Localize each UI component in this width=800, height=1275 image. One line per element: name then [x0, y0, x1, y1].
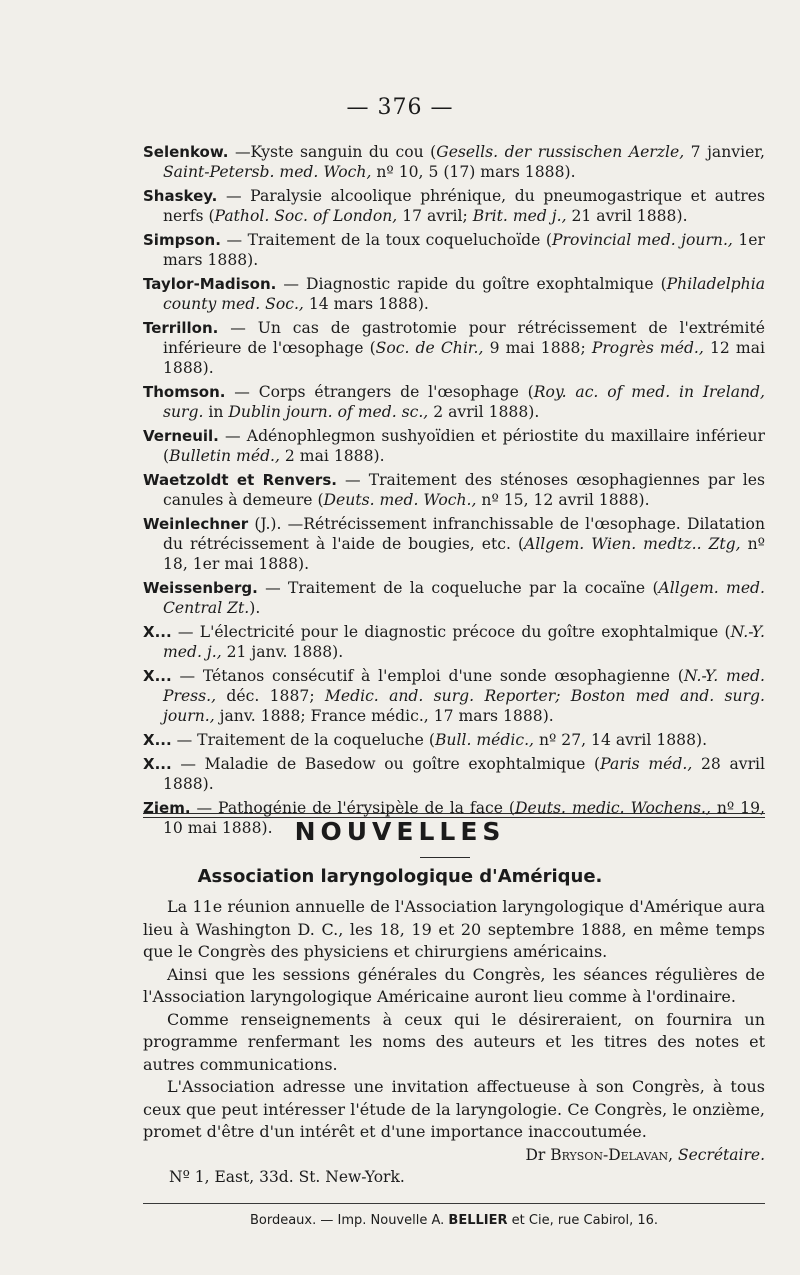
reference-text: 2 avril 1888). [428, 403, 540, 421]
reference-entry [143, 274, 765, 314]
reference-text: —Kyste sanguin du cou ( [228, 143, 437, 161]
reference-author: Thomson. [143, 383, 226, 401]
signature [143, 1144, 765, 1166]
news-body [143, 896, 765, 1188]
reference-text: 14 mars 1888). [303, 295, 429, 313]
reference-text: 28 avril 1888). [163, 755, 766, 793]
reference-text: nº 18, 1er mai 1888). [163, 535, 765, 573]
reference-source: Roy. ac. of med. in Ireland, surg. [163, 383, 765, 421]
title-underline [420, 857, 470, 858]
signature-role: Secrétaire. [673, 1145, 765, 1164]
reference-entry [143, 622, 765, 662]
reference-author: Weissenberg. [143, 579, 258, 597]
reference-source: Progrès méd., [591, 339, 704, 357]
reference-text: 12 mai 1888). [163, 339, 765, 377]
reference-text: — Un cas de gastrotomie pour rétrécissement de l'extrémité inférieure de l'œsophage ( [163, 319, 765, 357]
reference-author: Shaskey. [143, 187, 218, 205]
reference-source: Deuts. med. Woch., [323, 491, 477, 509]
reference-text: (J.). —Rétrécissement infranchissable de l'œsophage. Dilatation du rétrécissement à l'aide de bougies, etc. ( [163, 515, 765, 553]
reference-text: — Diagnostic rapide du goître exophtalmique ( [276, 275, 667, 293]
reference-text: 17 avril; [397, 207, 473, 225]
reference-text: — Tétanos consécutif à l'emploi d'une sonde œsophagienne ( [171, 667, 684, 685]
reference-text: 21 janv. 1888). [221, 643, 344, 661]
reference-author: Selenkow. [143, 143, 229, 161]
imprint-rest: et Cie, rue Cabirol, 16. [507, 1213, 659, 1228]
reference-author: X... [143, 623, 172, 641]
printer-imprint [143, 1213, 765, 1228]
reference-source: Brit. med j., [472, 207, 567, 225]
page-number: — 376 — [346, 95, 454, 120]
reference-entry [143, 382, 765, 422]
reference-source: Provincial med. journ., [552, 231, 733, 249]
reference-source: Bull. médic., [434, 731, 534, 749]
reference-text: nº 10, 5 (17) mars 1888). [371, 163, 576, 181]
reference-text: in [203, 403, 229, 421]
reference-entry [143, 730, 765, 750]
news-paragraph: Ainsi que les sessions générales du Congrès, les séances régulières de l'Association laryngologique Américaine auront lieu comme à l'ordinaire. [143, 964, 765, 1006]
reference-author: X... [143, 667, 172, 685]
reference-text: nº 27, 14 avril 1888). [534, 731, 708, 749]
reference-source: N.-Y. med. Press., [163, 667, 766, 705]
reference-text: — Pathogénie de l'érysipèle de la face ( [190, 799, 515, 817]
reference-source: Soc. de Chir., [375, 339, 484, 357]
reference-author: Ziem. [143, 799, 191, 817]
reference-text: janv. 1888; France médic., 17 mars 1888). [214, 707, 554, 725]
reference-author: X... [143, 731, 172, 749]
reference-entry [143, 318, 765, 378]
reference-text: 21 avril 1888). [566, 207, 688, 225]
reference-entry [143, 142, 765, 182]
reference-text: 9 mai 1888; [483, 339, 592, 357]
reference-source: Allgem. Wien. medtz.. Ztg, [524, 535, 741, 553]
reference-source: Philadelphia county med. Soc., [163, 275, 765, 313]
reference-text: nº 15, 12 avril 1888). [476, 491, 650, 509]
reference-source: Medic. and. surg. Reporter; Boston med and. surg. journ., [163, 687, 765, 725]
reference-text: — Corps étrangers de l'œsophage ( [225, 383, 534, 401]
reference-text: nº 19, 10 mai 1888). [163, 799, 765, 837]
reference-source: Paris méd., [600, 755, 693, 773]
reference-source: Allgem. med. Central Zt. [163, 579, 765, 617]
reference-text: — L'électricité pour le diagnostic précoce du goître exophtalmique ( [171, 623, 731, 641]
signature-title: Dr [525, 1145, 551, 1164]
reference-text: 7 janvier, [684, 143, 765, 161]
news-paragraph: Comme renseignements à ceux qui le désireraient, on fournira un programme renfermant les noms des auteurs et les titres des notes et autres communications. [143, 1009, 765, 1074]
reference-entry [143, 426, 765, 466]
reference-source: Pathol. Soc. of London, [214, 207, 398, 225]
reference-author: Weinlechner [143, 515, 249, 533]
reference-text: — Traitement de la toux coqueluchoïde ( [220, 231, 552, 249]
reference-text: déc. 1887; [216, 687, 325, 705]
reference-entry [143, 666, 765, 726]
news-paragraph: L'Association adresse une invitation affectueuse à son Congrès, à tous ceux que peut intéresser l'étude de la laryngologie. Ce Congrès, le onzième, promet d'être d'un intérêt et d'une importance inaccoutumée. [143, 1077, 765, 1141]
reference-text: ). [249, 599, 261, 617]
reference-author: X... [143, 755, 172, 773]
reference-source: N.-Y. med. j., [163, 623, 765, 661]
reference-text: — Traitement de la coqueluche par la cocaïne ( [257, 579, 659, 597]
reference-source: Deuts. medic. Wochens., [515, 799, 711, 817]
reference-source: Gesells. der russischen Aerzle, [436, 143, 685, 161]
reference-author: Simpson. [143, 231, 221, 249]
reference-text: — Maladie de Basedow ou goître exophtalmique ( [171, 755, 601, 773]
section-title: NOUVELLES [294, 817, 506, 846]
signature-name: Bryson-Delavan, [550, 1145, 674, 1164]
reference-text: 2 mai 1888). [279, 447, 385, 465]
reference-text: — Traitement des sténoses œsophagiennes par les canules à demeure ( [163, 471, 765, 509]
address: Nº 1, East, 33d. St. New-York. [169, 1167, 405, 1186]
news-paragraph: La 11e réunion annuelle de l'Association laryngologique d'Amérique aura lieu à Washington D. C., les 18, 19 et 20 septembre 1888, en même temps que le Congrès des physiciens et chirurgiens américains. [143, 897, 765, 961]
imprint-printer: BELLIER [448, 1213, 508, 1228]
reference-author: Verneuil. [143, 427, 219, 445]
reference-source: Dublin journ. of med. sc., [228, 403, 429, 421]
news-subtitle: Association laryngologique d'Amérique. [197, 866, 603, 887]
reference-entry [143, 514, 765, 574]
reference-author: Terrillon. [143, 319, 219, 337]
reference-entry [143, 230, 765, 270]
bibliography-list [143, 142, 765, 842]
reference-entry [143, 186, 765, 226]
reference-source: Saint-Petersb. med. Woch, [163, 163, 372, 181]
reference-entry [143, 470, 765, 510]
reference-text: — Adénophlegmon sushyoïdien et périostite du maxillaire inférieur ( [163, 427, 765, 465]
footer-divider [143, 1203, 765, 1204]
reference-source: Bulletin méd., [169, 447, 280, 465]
reference-text: — Traitement de la coqueluche ( [171, 731, 435, 749]
reference-entry [143, 578, 765, 618]
reference-text: — Paralysie alcoolique phrénique, du pneumogastrique et autres nerfs ( [163, 187, 765, 225]
reference-text: 1er mars 1888). [163, 231, 765, 269]
reference-author: Taylor-Madison. [143, 275, 277, 293]
reference-author: Waetzoldt et Renvers. [143, 471, 337, 489]
reference-entry [143, 754, 765, 794]
imprint-city: Bordeaux. — Imp. Nouvelle A. [249, 1213, 449, 1228]
